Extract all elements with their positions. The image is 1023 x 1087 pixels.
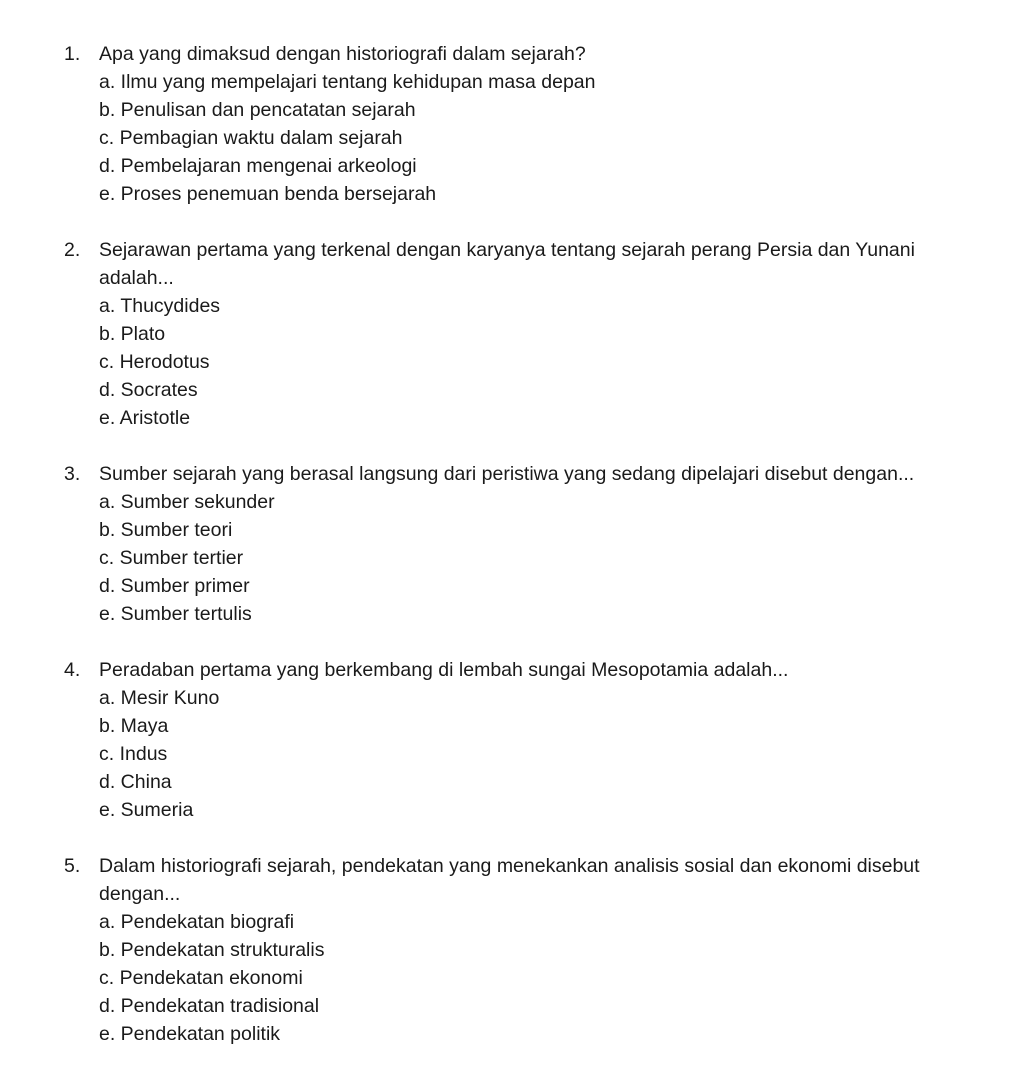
- question-3-text: Sumber sejarah yang berasal langsung dari peristiwa yang sedang dipelajari disebut dengan...: [99, 463, 915, 485]
- question-4-option-e: e. Sumeria: [99, 799, 194, 821]
- question-2-option-b: b. Plato: [99, 323, 166, 345]
- question-3: [64, 460, 993, 628]
- question-2-option-c: c. Herodotus: [99, 351, 210, 373]
- question-5-option-a: a. Pendekatan biografi: [99, 911, 295, 933]
- question-5-option-b: b. Pendekatan strukturalis: [99, 939, 325, 961]
- question-2-option-a: a. Thucydides: [99, 295, 221, 317]
- question-4-number: 4.: [64, 659, 81, 681]
- question-2-row: [64, 236, 993, 292]
- question-1-option-e: e. Proses penemuan benda bersejarah: [99, 183, 437, 205]
- question-4-option-a: a. Mesir Kuno: [99, 687, 220, 709]
- question-1-option-c: c. Pembagian waktu dalam sejarah: [99, 127, 403, 149]
- question-4-options: [64, 684, 993, 824]
- question-2-text: Sejarawan pertama yang terkenal dengan karyanya tentang sejarah perang Persia dan Yunani adalah...: [99, 239, 915, 289]
- question-2-number: 2.: [64, 239, 81, 261]
- question-5-number: 5.: [64, 855, 81, 877]
- question-1-row: [64, 40, 993, 68]
- question-5-option-e: e. Pendekatan politik: [99, 1023, 281, 1045]
- question-2-option-d: d. Socrates: [99, 379, 198, 401]
- question-4-option-b: b. Maya: [99, 715, 169, 737]
- question-4-text: Peradaban pertama yang berkembang di lembah sungai Mesopotamia adalah...: [99, 659, 789, 681]
- question-1-text: Apa yang dimaksud dengan historiografi dalam sejarah?: [99, 43, 586, 65]
- question-5: [64, 852, 993, 1048]
- question-2-option-e: e. Aristotle: [99, 407, 191, 429]
- question-3-option-a: a. Sumber sekunder: [99, 491, 275, 513]
- question-3-option-c: c. Sumber tertier: [99, 547, 244, 569]
- question-4-row: [64, 656, 993, 684]
- question-1: [64, 40, 993, 208]
- question-2-options: [64, 292, 993, 432]
- question-5-option-c: c. Pendekatan ekonomi: [99, 967, 303, 989]
- question-3-option-d: d. Sumber primer: [99, 575, 250, 597]
- question-5-option-d: d. Pendekatan tradisional: [99, 995, 320, 1017]
- question-2: [64, 236, 993, 432]
- question-3-option-e: e. Sumber tertulis: [99, 603, 252, 625]
- question-5-text: Dalam historiografi sejarah, pendekatan yang menekankan analisis sosial dan ekonomi disebut dengan...: [99, 855, 920, 905]
- question-1-options: [64, 68, 993, 208]
- question-1-option-b: b. Penulisan dan pencatatan sejarah: [99, 99, 416, 121]
- question-4-option-d: d. China: [99, 771, 172, 793]
- question-1-option-d: d. Pembelajaran mengenai arkeologi: [99, 155, 417, 177]
- question-3-row: [64, 460, 993, 488]
- question-1-option-a: a. Ilmu yang mempelajari tentang kehidupan masa depan: [99, 71, 596, 93]
- question-3-options: [64, 488, 993, 628]
- question-3-option-b: b. Sumber teori: [99, 519, 233, 541]
- question-4-option-c: c. Indus: [99, 743, 168, 765]
- question-5-options: [64, 908, 993, 1048]
- question-4: [64, 656, 993, 824]
- question-3-number: 3.: [64, 463, 81, 485]
- question-5-row: [64, 852, 993, 908]
- question-1-number: 1.: [64, 43, 81, 65]
